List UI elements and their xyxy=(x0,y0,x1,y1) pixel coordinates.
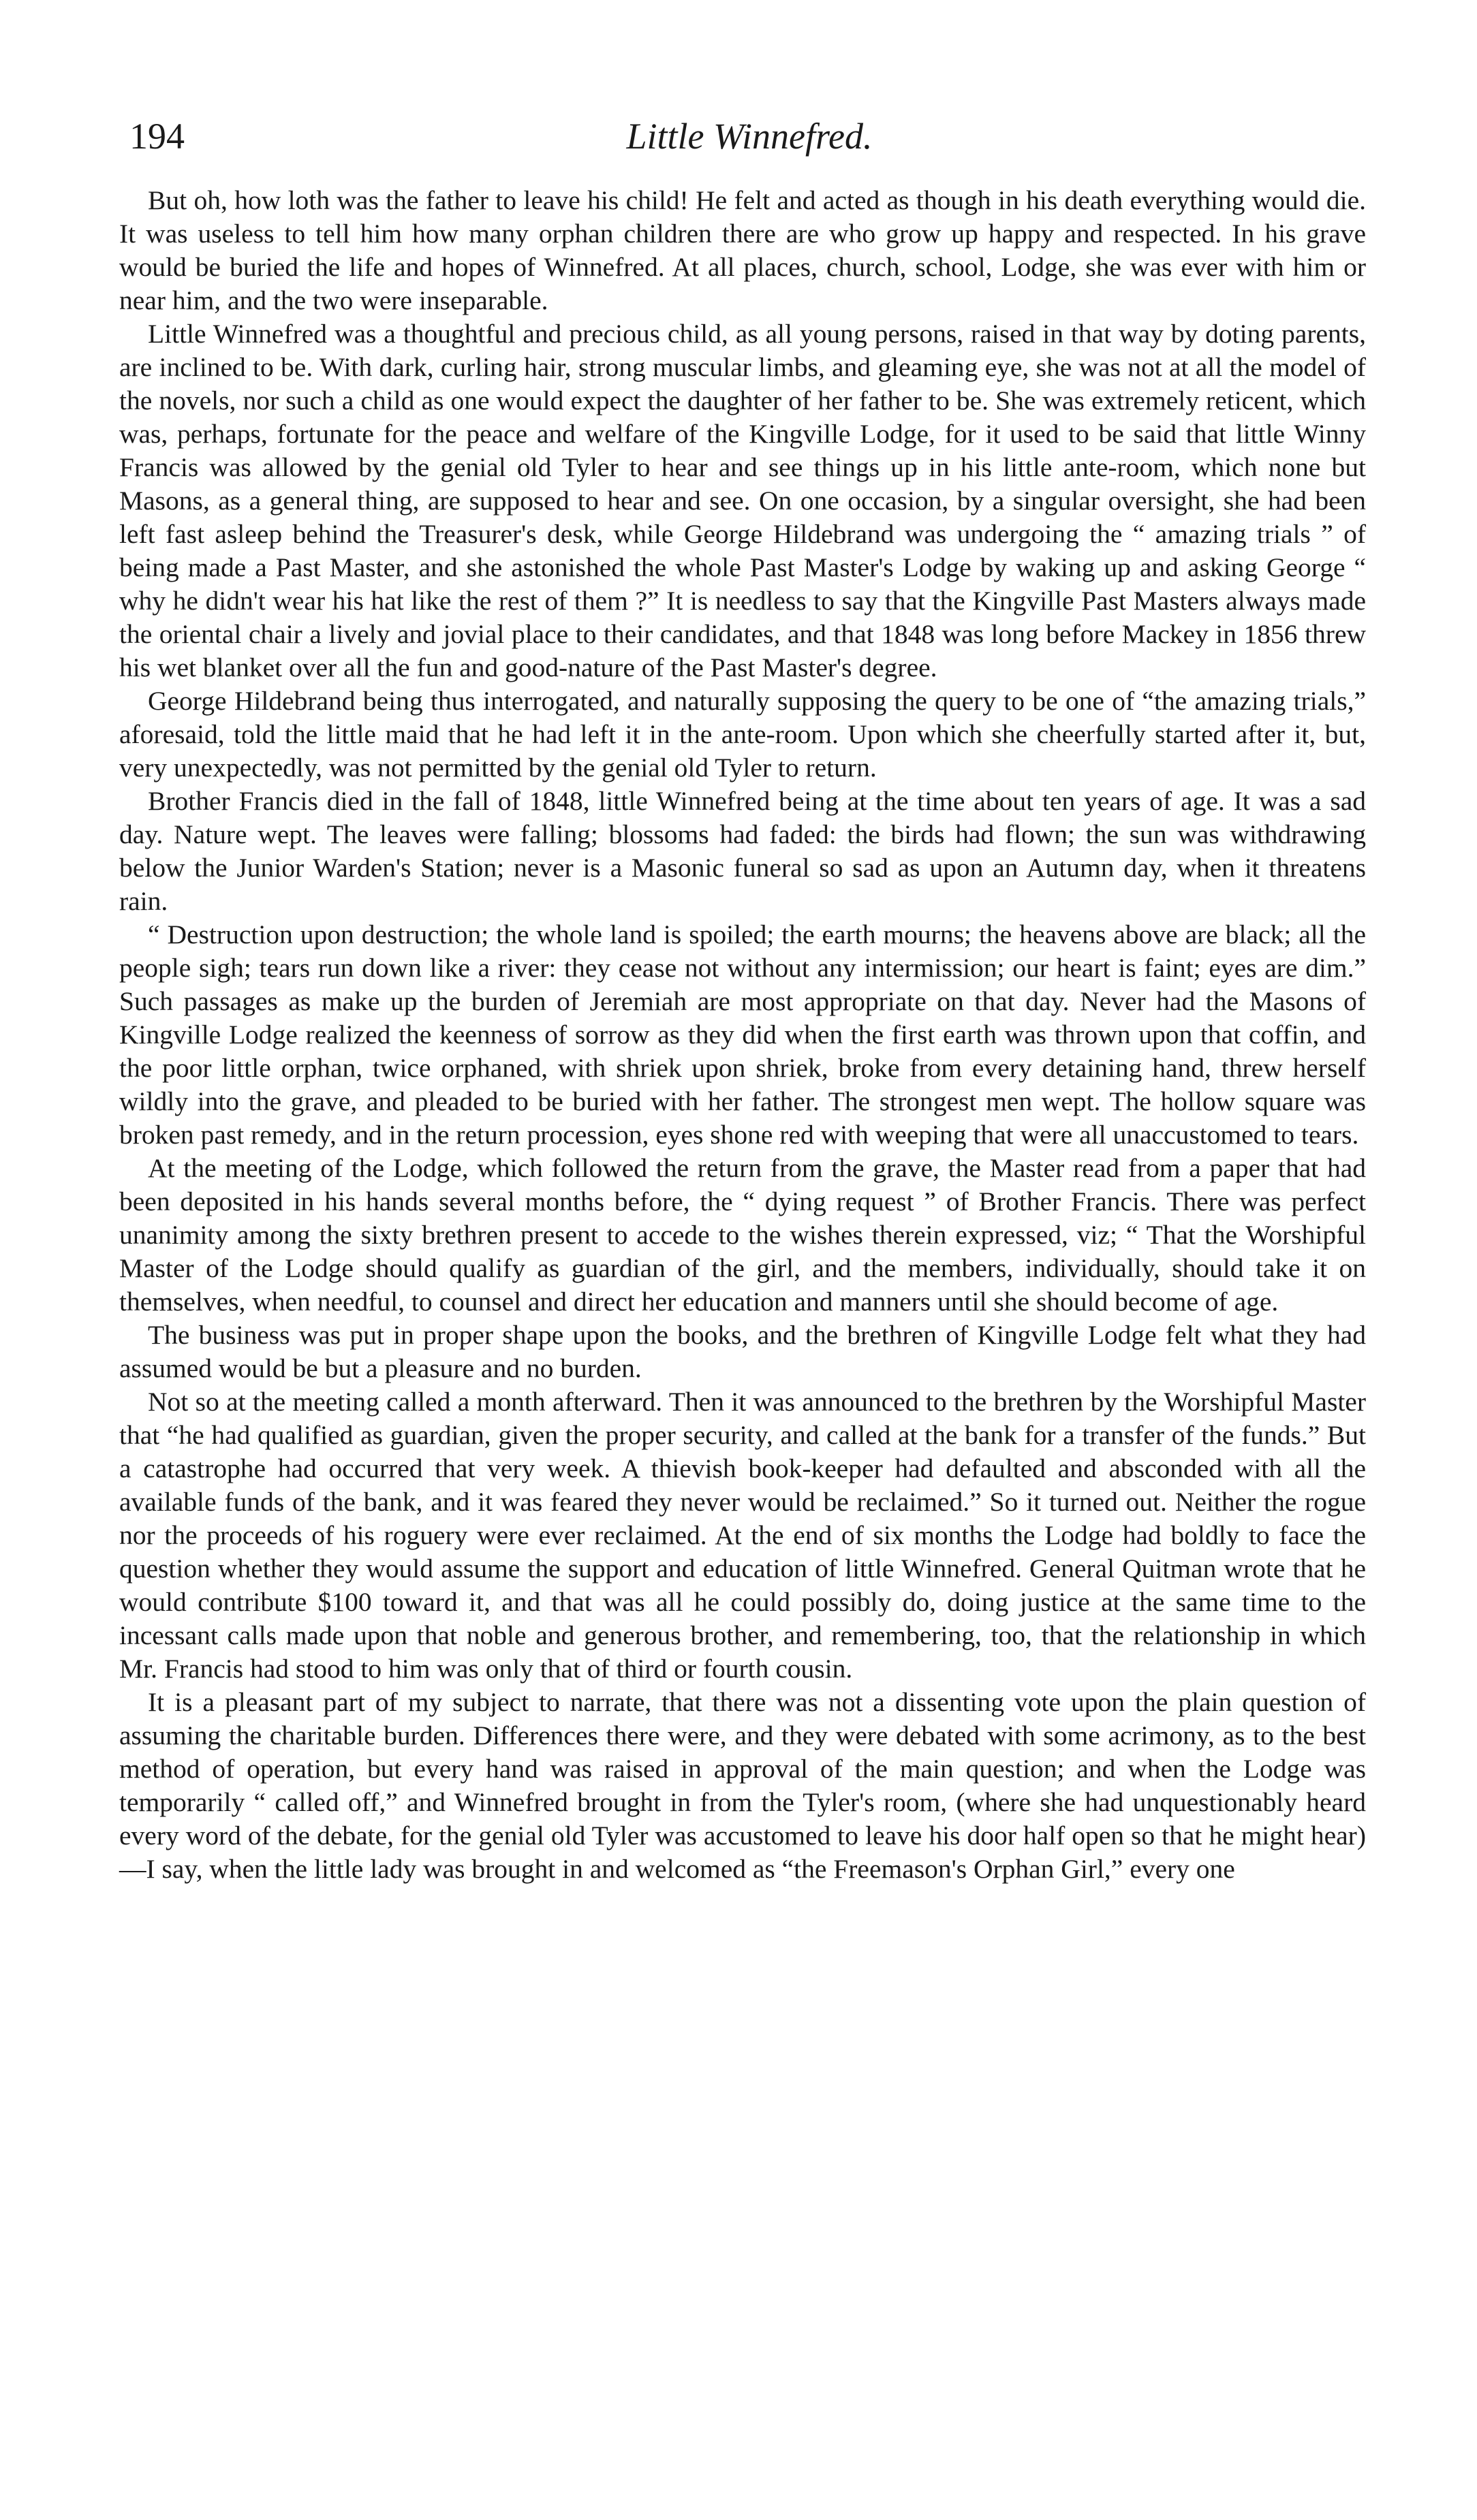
paragraph: Brother Francis died in the fall of 1848, little Winnefred being at the time about ten years of age. It was a sad day. Nature wept. The leaves were falling; blossoms had faded: the birds had flown; the sun was withdrawing below the Junior Warden's Station; never is a Masonic funeral so sad as upon an Autumn day, when it threatens rain. xyxy=(119,786,1366,916)
paragraph: George Hildebrand being thus interrogated, and naturally supposing the query to be one of “the amazing trials,” aforesaid, told the little maid that he had left it in the ante-room. Upon which she cheerfully started after it, but, very unexpectedly, was not permitted by the genial old Tyler to return. xyxy=(119,686,1366,783)
paragraph: At the meeting of the Lodge, which followed the return from the grave, the Master read from a paper that had been deposited in his hands several months before, the “ dying request ” of Brother Francis. There was perfect unanimity among the sixty brethren present to accede to the wishes therein expressed, viz; “ That the Worshipful Master of the Lodge should qualify as guardian of the girl, and the members, individually, should take it on themselves, when needful, to counsel and direct her education and manners until she should become of age. xyxy=(119,1153,1366,1317)
page-number: 194 xyxy=(129,116,185,157)
running-title: Little Winnefred. xyxy=(626,116,873,157)
paragraph: It is a pleasant part of my subject to narrate, that there was not a dissenting vote upon the plain question of assuming the charitable burden. Differences there were, and they were debated with some acrimony, as to the best method of operation, but every hand was raised in approval of the main question; and when the Lodge was temporarily “ called off,” and Winnefred brought in from the Tyler's room, (where she had unquestionably heard every word of the debate, for the genial old Tyler was accustomed to leave his door half open so that he might hear)—I say, when the little lady was brought in and welcomed as “the Freemason's Orphan Girl,” every one xyxy=(119,1687,1366,1884)
paragraph: But oh, how loth was the father to leave his child! He felt and acted as though in his death everything would die. It was useless to tell him how many orphan children there are who grow up happy and respected. In his grave would be buried the life and hopes of Winnefred. At all places, church, school, Lodge, she was ever with him or near him, and the two were inseparable. xyxy=(119,185,1366,315)
paragraph: Little Winnefred was a thoughtful and precious child, as all young persons, raised in that way by doting parents, are inclined to be. With dark, curling hair, strong muscular limbs, and gleaming eye, she was not at all the model of the novels, nor such a child as one would expect the daughter of her father to be. She was extremely reticent, which was, perhaps, fortunate for the peace and welfare of the Kingville Lodge, for it used to be said that little Winny Francis was allowed by the genial old Tyler to hear and see things up in his little ante-room, which none but Masons, as a general thing, are supposed to hear and see. On one occasion, by a singular oversight, she had been left fast asleep behind the Treasurer's desk, while George Hildebrand was undergoing the “ amazing trials ” of being made a Past Master, and she astonished the whole Past Master's Lodge by waking up and asking George “ why he didn't wear his hat like the rest of them ?” It is needless to say that the Kingville Past Masters always made the oriental chair a lively and jovial place to their candidates, and that 1848 was long before Mackey in 1856 threw his wet blanket over all the fun and good-nature of the Past Master's degree. xyxy=(119,319,1366,682)
body-text xyxy=(119,184,1366,1886)
paragraph: Not so at the meeting called a month afterward. Then it was announced to the brethren by the Worshipful Master that “he had qualified as guardian, given the proper security, and called at the bank for a transfer of the funds.” But a catastrophe had occurred that very week. A thievish book-keeper had defaulted and absconded with all the available funds of the bank, and it was feared they never would be reclaimed.” So it turned out. Neither the rogue nor the proceeds of his roguery were ever reclaimed. At the end of six months the Lodge had boldly to face the question whether they would assume the support and education of little Winnefred. General Quitman wrote that he would contribute $100 toward it, and that was all he could possibly do, doing justice at the same time to the incessant calls made upon that noble and generous brother, and remembering, too, that the relationship in which Mr. Francis had stood to him was only that of third or fourth cousin. xyxy=(119,1387,1366,1684)
page-header xyxy=(129,116,1369,170)
paragraph: “ Destruction upon destruction; the whole land is spoiled; the earth mourns; the heavens above are black; all the people sigh; tears run down like a river: they cease not without any intermission; our heart is faint; eyes are dim.” Such passages as make up the burden of Jeremiah are most appropriate on that day. Never had the Masons of Kingville Lodge realized the keenness of sorrow as they did when the first earth was thrown upon that coffin, and the poor little orphan, twice orphaned, with shriek upon shriek, broke from every detaining hand, threw herself wildly into the grave, and pleaded to be buried with her father. The strongest men wept. The hollow square was broken past remedy, and in the return procession, eyes shone red with weeping that were all unaccustomed to tears. xyxy=(119,919,1366,1150)
paragraph: The business was put in proper shape upon the books, and the brethren of Kingville Lodge felt what they had assumed would be but a pleasure and no burden. xyxy=(119,1320,1366,1383)
